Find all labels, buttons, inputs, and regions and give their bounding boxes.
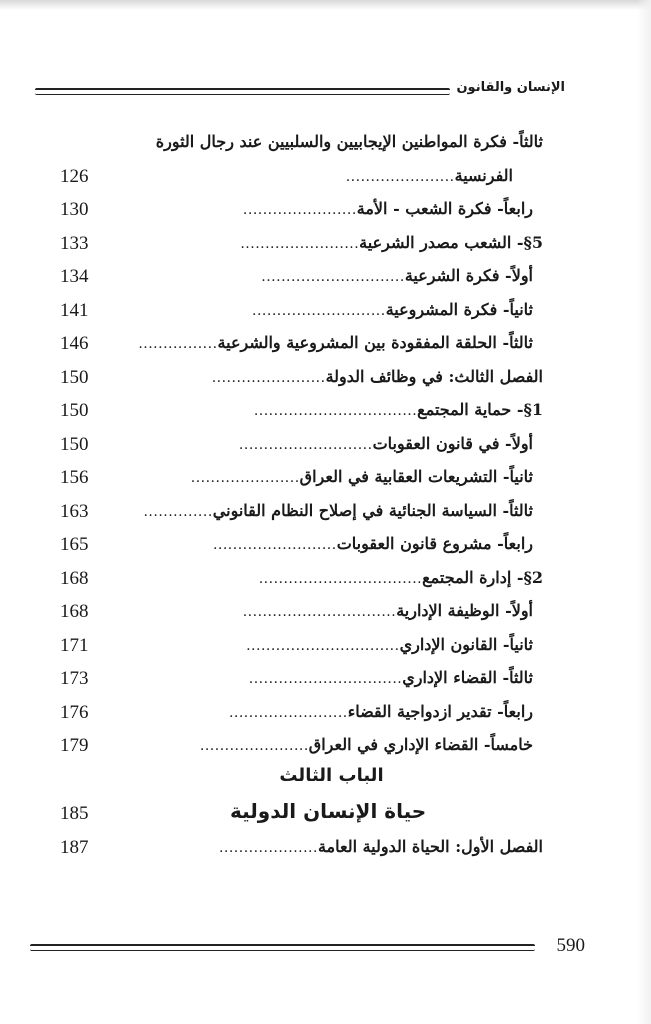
leader-dots: ............................... xyxy=(242,604,397,620)
leader-dots: ......................... xyxy=(212,537,337,553)
toc-entry-label: أولاً- الوظيفة الإدارية xyxy=(396,601,533,620)
toc-entry xyxy=(60,564,543,598)
toc-entry xyxy=(60,229,543,263)
toc-entry xyxy=(60,597,543,631)
toc-entry-label: خامساً- القضاء الإداري في العراق xyxy=(308,735,533,754)
toc-page-number: 179 xyxy=(60,735,89,756)
toc-entry xyxy=(60,664,543,698)
toc-entry-label: أولاً- في قانون العقوبات xyxy=(372,433,533,453)
leader-dots: ........................ xyxy=(228,704,348,721)
toc-page-number: 150 xyxy=(60,400,89,421)
part-title: الباب الثالث xyxy=(279,764,384,786)
leader-dots: ........................ xyxy=(240,235,360,252)
toc-entry xyxy=(60,262,543,296)
toc-entry-label: رابعاً- تقدير ازدواجية القضاء xyxy=(347,701,533,721)
leader-dots: ............................... xyxy=(246,637,400,654)
toc-page-number: 150 xyxy=(60,433,89,455)
leader-dots: ....................... xyxy=(242,202,357,218)
toc-entry-label: الفصل الأول: الحياة الدولية العامة xyxy=(317,836,543,856)
toc-entry xyxy=(60,530,543,564)
toc-entry-label: ثالثاً- الحلقة المفقودة بين المشروعية والشرعية xyxy=(217,333,533,352)
toc-page-number: 173 xyxy=(60,668,89,689)
leader-dots: .................... xyxy=(218,839,318,856)
toc-entry-label: أولاً- فكرة الشرعية xyxy=(404,266,533,285)
toc-chapter-entry xyxy=(60,363,543,397)
leader-dots: ................................. xyxy=(253,403,418,419)
toc-entry xyxy=(60,463,543,497)
leader-dots: ........................... xyxy=(238,436,373,453)
toc-entry xyxy=(60,731,543,765)
toc-entry xyxy=(60,329,543,363)
toc-entry xyxy=(60,631,543,665)
leader-dots: ....................... xyxy=(211,369,326,386)
toc-entry xyxy=(60,195,543,229)
header-double-rule xyxy=(35,88,450,95)
toc-entry xyxy=(60,296,543,330)
toc-page-number: 185 xyxy=(60,802,89,824)
toc-entry-label: 2§- إدارة المجتمع xyxy=(422,567,543,587)
page-footer xyxy=(30,935,585,959)
leader-dots: .............. xyxy=(143,503,213,520)
page-number: 590 xyxy=(556,935,585,956)
leader-dots: ...................... xyxy=(190,470,300,486)
table-of-contents xyxy=(60,128,543,866)
toc-page-number: 133 xyxy=(60,232,89,254)
running-header xyxy=(35,80,565,104)
toc-entry-label: الفصل الثالث: في وظائف الدولة xyxy=(325,366,543,386)
toc-entry xyxy=(60,396,543,430)
toc-entry-label: ثالثاً- فكرة المواطنين الإيجابيين والسلبيين عند رجال الثورة xyxy=(155,132,543,151)
toc-page-number: 176 xyxy=(60,701,89,723)
page-right-edge xyxy=(637,0,651,1024)
leader-dots: ........................... xyxy=(252,302,386,319)
page-top-shadow xyxy=(0,0,651,10)
toc-page-number: 168 xyxy=(60,567,89,589)
toc-page-number: 150 xyxy=(60,366,89,388)
leader-dots: ............................. xyxy=(261,269,405,285)
toc-page-number: 156 xyxy=(60,467,89,488)
toc-entry-label: ثالثاً- القضاء الإداري xyxy=(402,668,533,687)
toc-entry-label: ثالثاً- السياسة الجنائية في إصلاح النظام القانوني xyxy=(212,500,533,520)
toc-page-number: 146 xyxy=(60,333,89,354)
toc-entry xyxy=(60,128,543,162)
toc-page-number: 165 xyxy=(60,534,89,555)
toc-page-number: 163 xyxy=(60,500,89,522)
toc-page-number: 126 xyxy=(60,165,89,187)
running-title: الإنسان والقانون xyxy=(456,80,565,95)
footer-double-rule xyxy=(30,944,535,951)
toc-entry-label: ثانياً- التشريعات العقابية في العراق xyxy=(299,467,533,486)
toc-entry-label: رابعاً- مشروع قانون العقوبات xyxy=(336,534,533,553)
leader-dots: ................ xyxy=(138,336,218,352)
toc-entry-label: 5§- الشعب مصدر الشرعية xyxy=(359,232,543,252)
toc-page-number: 134 xyxy=(60,266,89,287)
toc-entry xyxy=(60,430,543,464)
toc-chapter-entry xyxy=(60,833,543,867)
leader-dots: ...................... xyxy=(199,738,309,754)
toc-entry xyxy=(60,162,543,196)
part-heading xyxy=(60,765,543,797)
leader-dots: ...................... xyxy=(345,168,455,185)
toc-page-number: 171 xyxy=(60,634,89,656)
toc-page-number: 141 xyxy=(60,299,89,321)
toc-entry-label: ثانياً- فكرة المشروعية xyxy=(385,299,533,319)
toc-page-number: 187 xyxy=(60,836,89,858)
part-subtitle: حياة الإنسان الدولية xyxy=(230,798,427,823)
toc-entry xyxy=(60,497,543,531)
toc-entry-label: 1§- حماية المجتمع xyxy=(417,400,543,419)
toc-entry-label: ثانياً- القانون الإداري xyxy=(399,634,533,654)
toc-entry-label: الفرنسية xyxy=(454,165,513,185)
toc-entry-label: رابعاً- فكرة الشعب - الأمة xyxy=(356,199,533,218)
toc-page-number: 130 xyxy=(60,199,89,220)
leader-dots: ............................... xyxy=(248,671,403,687)
leader-dots: ................................. xyxy=(258,570,423,587)
toc-entry xyxy=(60,698,543,732)
toc-page-number: 168 xyxy=(60,601,89,622)
part-subheading xyxy=(60,797,543,833)
